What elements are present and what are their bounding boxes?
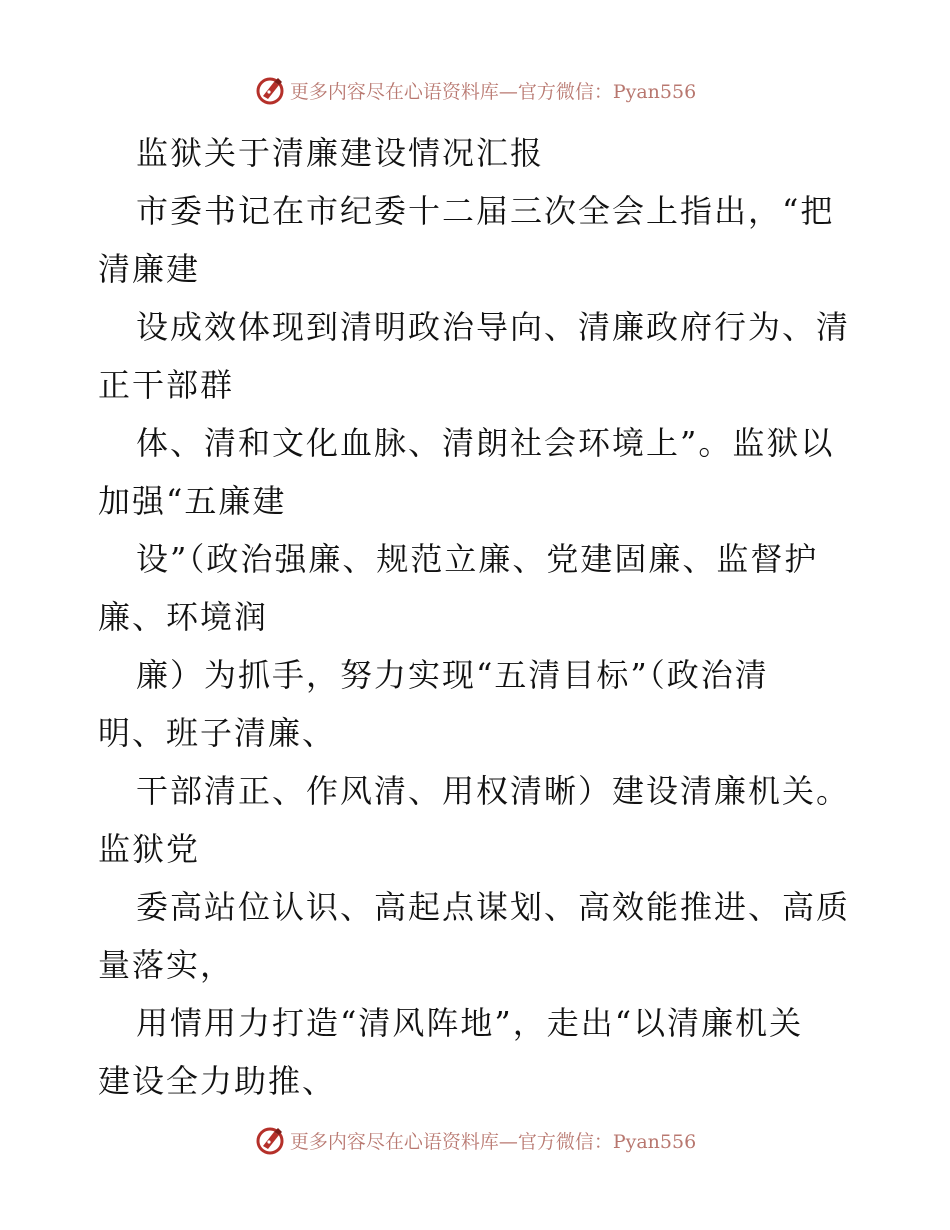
paragraph-line: 设成效体现到清明政治导向、清廉政府行为、清 — [136, 308, 851, 346]
paragraph-line: 市委书记在市纪委十二届三次全会上指出，“把 — [136, 192, 835, 230]
paragraph-line: 清廉建 — [98, 250, 201, 288]
pen-nib-logo-icon — [254, 1124, 286, 1156]
paragraph-line: 明、班子清廉、 — [98, 714, 337, 752]
footer-banner-text: 更多内容尽在心语资料库—官方微信：Pyan556 — [289, 1130, 697, 1153]
paragraph-line: 廉、环境润 — [98, 598, 269, 636]
paragraph-line: 干部清正、作风清、用权清晰）建设清廉机关。 — [136, 772, 851, 810]
paragraph-line: 体、清和文化血脉、清朗社会环境上”。监狱以 — [136, 424, 835, 462]
document-body — [98, 124, 858, 1110]
paragraph-line: 设”（政治强廉、规范立廉、党建固廉、监督护 — [136, 540, 819, 578]
paragraph-line: 正干部群 — [98, 366, 235, 404]
header-banner — [0, 72, 950, 108]
paragraph-line: 用情用力打造“清风阵地”，走出“以清廉机关 — [136, 1004, 804, 1042]
header-banner-text: 更多内容尽在心语资料库—官方微信：Pyan556 — [289, 80, 697, 103]
footer-banner — [0, 1122, 950, 1158]
paragraph-line: 委高站位认识、高起点谋划、高效能推进、高质 — [136, 888, 851, 926]
paragraph-line: 建设全力助推、 — [98, 1062, 337, 1100]
document-title: 监狱关于清廉建设情况汇报 — [136, 134, 545, 172]
paragraph-line: 量落实， — [98, 946, 235, 984]
paragraph-line: 廉）为抓手，努力实现“五清目标”（政治清 — [136, 656, 769, 694]
pen-nib-logo-icon — [254, 74, 286, 106]
paragraph-line: 加强“五廉建 — [98, 482, 287, 520]
paragraph-line: 监狱党 — [98, 830, 201, 868]
